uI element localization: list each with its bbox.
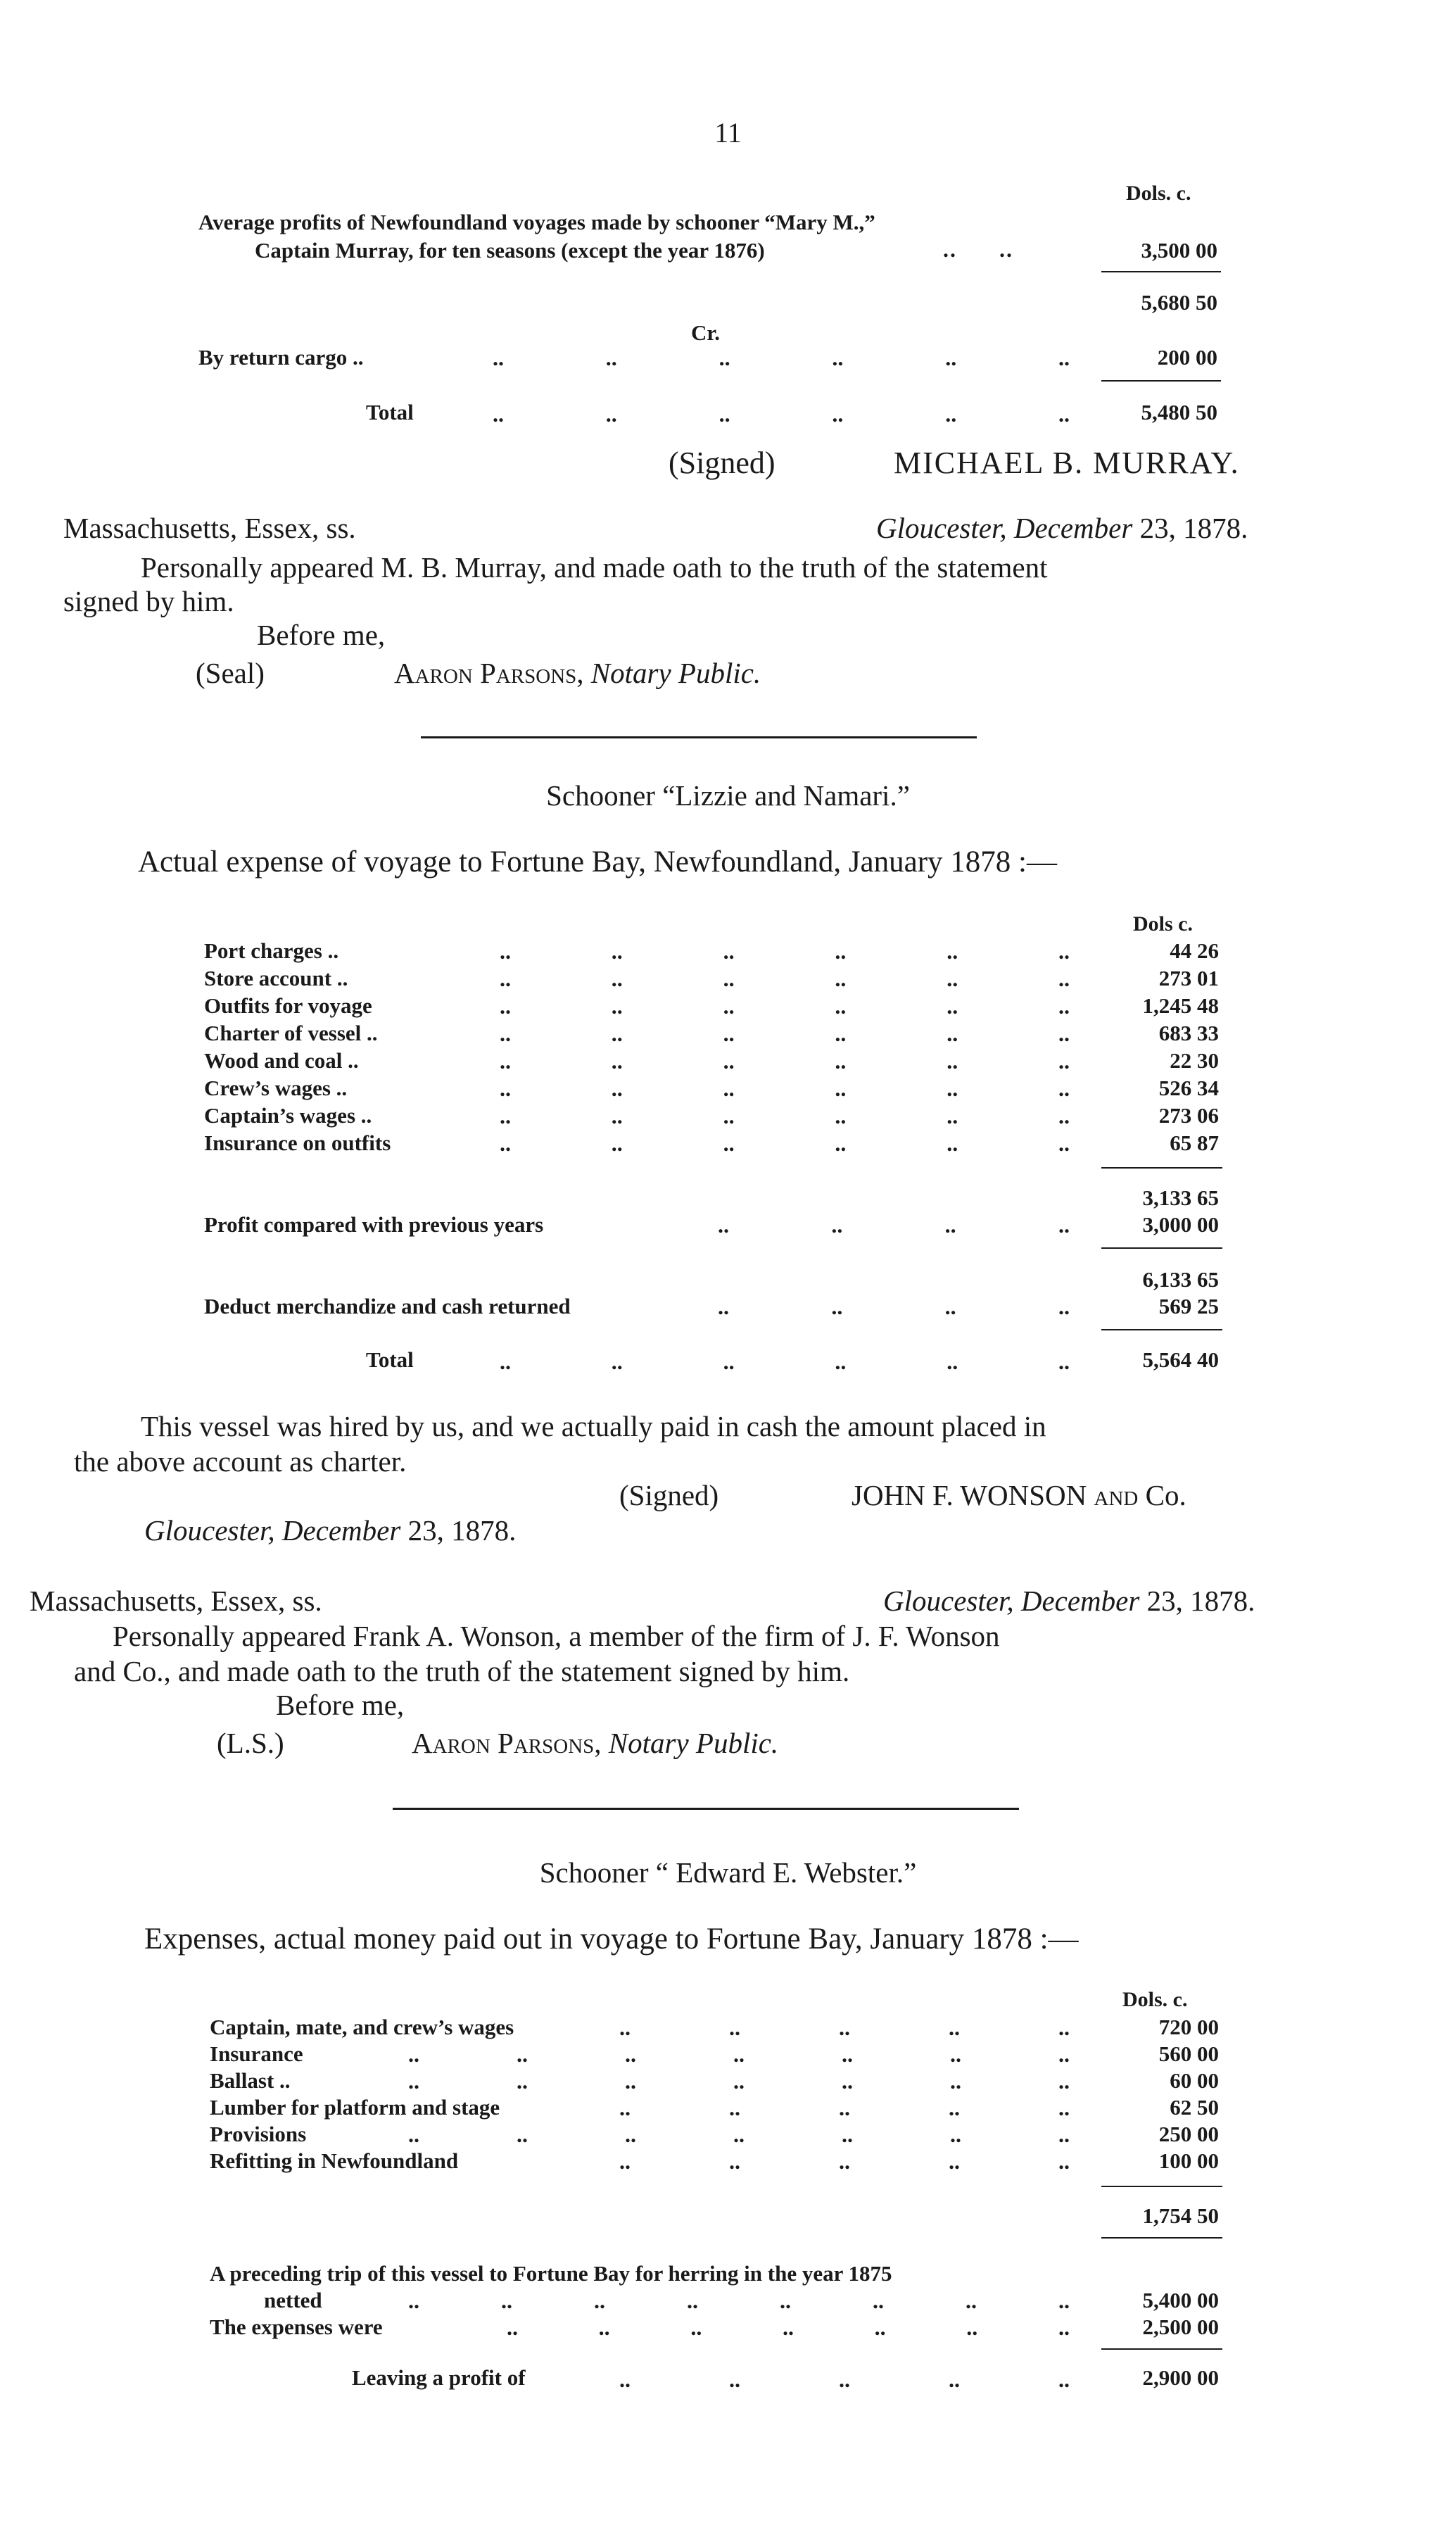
leader-dots: .. .. .. .. bbox=[718, 1294, 1070, 1319]
sum-rule bbox=[1101, 271, 1221, 272]
item-label: Ballast .. bbox=[210, 2068, 291, 2093]
subtotal-amount: 3,133 65 bbox=[1142, 1185, 1219, 1210]
note-line2: the above account as charter. bbox=[74, 1445, 407, 1478]
leader-dots: .. .. .. .. .. .. bbox=[500, 1131, 1070, 1156]
seal-label: (Seal) bbox=[196, 657, 265, 689]
item-amount: 65 87 bbox=[1170, 1131, 1219, 1155]
preceding-line2: netted bbox=[264, 2288, 322, 2312]
expenses-label: The expenses were bbox=[210, 2315, 383, 2339]
item-amount: 526 34 bbox=[1158, 1076, 1219, 1100]
total-label: Total bbox=[366, 1347, 414, 1372]
leader-dots: .. .. .. .. .. .. bbox=[500, 1021, 1070, 1046]
oath-line2: signed by him. bbox=[63, 585, 234, 617]
schooner-title: Schooner “ Edward E. Webster.” bbox=[539, 1856, 917, 1889]
item-amount: 273 01 bbox=[1158, 966, 1219, 990]
item-label: Wood and coal .. bbox=[204, 1048, 359, 1073]
subtotal-amount: 5,680 50 bbox=[1141, 290, 1217, 315]
item-amount: 1,245 48 bbox=[1142, 993, 1219, 1018]
avg-profits-amount: 3,500 00 bbox=[1141, 238, 1217, 263]
leader-dots: .. .. .. .. .. .. bbox=[493, 401, 1070, 427]
dateline: Gloucester, December 23, 1878. bbox=[144, 1514, 517, 1547]
preceding-amount: 5,400 00 bbox=[1142, 2288, 1219, 2312]
item-label: Port charges .. bbox=[204, 938, 339, 963]
item-amount: 560 00 bbox=[1158, 2041, 1219, 2066]
notary-signature: Aaron Parsons, Notary Public. bbox=[412, 1727, 779, 1759]
credit-label: Cr. bbox=[691, 320, 721, 345]
column-header-dols: Dols c. bbox=[1133, 912, 1193, 936]
return-cargo-amount: 200 00 bbox=[1157, 345, 1217, 370]
expense-subtitle: Actual expense of voyage to Fortune Bay, Newfoundland, January 1878 :— bbox=[138, 845, 1057, 879]
subtotal-amount: 1,754 50 bbox=[1142, 2203, 1219, 2228]
leader-dots: .. .. .. .. .. .. bbox=[500, 966, 1070, 991]
subtotal-amount: 6,133 65 bbox=[1142, 1267, 1219, 1292]
section-divider bbox=[421, 736, 977, 738]
profit-amount: 3,000 00 bbox=[1142, 1212, 1219, 1237]
item-label: Store account .. bbox=[204, 966, 348, 990]
section-divider bbox=[393, 1808, 1019, 1810]
sum-rule bbox=[1101, 380, 1221, 382]
return-cargo-label: By return cargo .. bbox=[198, 345, 364, 370]
leader-dots: .. .. .. .. .. .. bbox=[500, 1076, 1070, 1101]
jurisdiction: Massachusetts, Essex, ss. bbox=[30, 1585, 322, 1617]
item-label: Captain, mate, and crew’s wages bbox=[210, 2015, 514, 2039]
sum-rule bbox=[1101, 1167, 1222, 1169]
expense-subtitle: Expenses, actual money paid out in voyage to Fortune Bay, January 1878 :— bbox=[144, 1922, 1079, 1956]
signer-name: MICHAEL B. MURRAY. bbox=[894, 446, 1240, 480]
leader-dots: .. .. .. .. .. .. .. bbox=[408, 2041, 1070, 2067]
notary-signature: Aaron Parsons, Notary Public. bbox=[394, 657, 761, 689]
signed-label: (Signed) bbox=[619, 1479, 719, 1511]
item-amount: 44 26 bbox=[1170, 938, 1219, 963]
oath-line1: Personally appeared Frank A. Wonson, a member of the firm of J. F. Wonson bbox=[113, 1620, 1000, 1652]
before-me: Before me, bbox=[257, 619, 386, 651]
profit-amount: 2,900 00 bbox=[1142, 2365, 1219, 2390]
leader-dots: .. .. .. .. bbox=[718, 1212, 1070, 1238]
jurisdiction: Massachusetts, Essex, ss. bbox=[63, 512, 356, 544]
item-label: Refitting in Newfoundland bbox=[210, 2148, 459, 2173]
item-amount: 250 00 bbox=[1158, 2122, 1219, 2146]
total-label: Total bbox=[366, 400, 414, 424]
item-amount: 22 30 bbox=[1170, 1048, 1219, 1073]
schooner-title: Schooner “Lizzie and Namari.” bbox=[546, 779, 910, 812]
leader-dots: .. .. .. .. .. bbox=[619, 2015, 1070, 2040]
item-label: Lumber for platform and stage bbox=[210, 2095, 500, 2120]
note-line1: This vessel was hired by us, and we actually paid in cash the amount placed in bbox=[141, 1410, 1046, 1442]
leader-dots: .. .. .. .. .. .. .. bbox=[408, 2068, 1070, 2094]
signer-name: JOHN F. WONSON and Co. bbox=[852, 1479, 1186, 1511]
dateline: Gloucester, December 23, 1878. bbox=[883, 1585, 1255, 1617]
item-amount: 683 33 bbox=[1158, 1021, 1219, 1045]
page-number: 11 bbox=[714, 117, 742, 149]
preceding-line1: A preceding trip of this vessel to Fortune Bay for herring in the year 1875 bbox=[210, 2261, 892, 2286]
avg-profits-line2: Captain Murray, for ten seasons (except the year 1876) bbox=[255, 238, 765, 263]
sum-rule bbox=[1101, 2237, 1222, 2239]
item-label: Insurance bbox=[210, 2041, 303, 2066]
leader-dots: .. .. .. .. .. .. bbox=[500, 938, 1070, 964]
signed-label: (Signed) bbox=[669, 446, 776, 480]
leader-dots: .. .. .. .. .. .. bbox=[493, 345, 1070, 370]
deduct-amount: 569 25 bbox=[1158, 1294, 1219, 1318]
column-header-dols: Dols. c. bbox=[1126, 182, 1191, 205]
seal-label: (L.S.) bbox=[217, 1727, 284, 1759]
item-label: Crew’s wages .. bbox=[204, 1076, 348, 1100]
sum-rule bbox=[1101, 1329, 1222, 1330]
leader-dots: .. .. .. .. .. .. .. bbox=[507, 2315, 1070, 2340]
leader-dots: .. .. .. .. .. bbox=[619, 2367, 1070, 2392]
oath-line1: Personally appeared M. B. Murray, and made oath to the truth of the statement bbox=[141, 551, 1048, 584]
item-amount: 720 00 bbox=[1158, 2015, 1219, 2039]
item-label: Charter of vessel .. bbox=[204, 1021, 378, 1045]
leader-dots: .. .. .. .. .. .. bbox=[500, 1048, 1070, 1074]
total-amount: 5,480 50 bbox=[1141, 400, 1217, 424]
leader-dots: .. .. bbox=[943, 237, 1013, 262]
leader-dots: .. .. .. .. .. bbox=[619, 2095, 1070, 2120]
profit-label: Profit compared with previous years bbox=[204, 1212, 544, 1237]
item-label: Captain’s wages .. bbox=[204, 1103, 372, 1128]
item-label: Provisions bbox=[210, 2122, 307, 2146]
expenses-amount: 2,500 00 bbox=[1142, 2315, 1219, 2339]
item-label: Outfits for voyage bbox=[204, 993, 372, 1018]
item-amount: 62 50 bbox=[1170, 2095, 1219, 2120]
item-amount: 100 00 bbox=[1158, 2148, 1219, 2173]
oath-line2: and Co., and made oath to the truth of the statement signed by him. bbox=[74, 1655, 850, 1687]
column-header-dols: Dols. c. bbox=[1122, 1988, 1188, 2011]
dateline: Gloucester, December 23, 1878. bbox=[876, 512, 1248, 544]
item-amount: 60 00 bbox=[1170, 2068, 1219, 2093]
leader-dots: .. .. .. .. .. .. bbox=[500, 1103, 1070, 1128]
sum-rule bbox=[1101, 2186, 1222, 2187]
leader-dots: .. .. .. .. .. .. bbox=[500, 993, 1070, 1019]
leader-dots: .. .. .. .. .. .. bbox=[500, 1349, 1070, 1374]
leader-dots: .. .. .. .. .. .. .. bbox=[408, 2122, 1070, 2147]
total-amount: 5,564 40 bbox=[1142, 1347, 1219, 1372]
item-amount: 273 06 bbox=[1158, 1103, 1219, 1128]
deduct-label: Deduct merchandize and cash returned bbox=[204, 1294, 571, 1318]
sum-rule bbox=[1101, 1247, 1222, 1249]
profit-label: Leaving a profit of bbox=[352, 2365, 526, 2390]
leader-dots: .. .. .. .. .. .. .. .. bbox=[408, 2288, 1070, 2313]
before-me: Before me, bbox=[276, 1689, 405, 1721]
leader-dots: .. .. .. .. .. bbox=[619, 2148, 1070, 2174]
sum-rule bbox=[1101, 2348, 1222, 2350]
item-label: Insurance on outfits bbox=[204, 1131, 391, 1155]
avg-profits-line1: Average profits of Newfoundland voyages made by schooner “Mary M.,” bbox=[198, 210, 875, 234]
